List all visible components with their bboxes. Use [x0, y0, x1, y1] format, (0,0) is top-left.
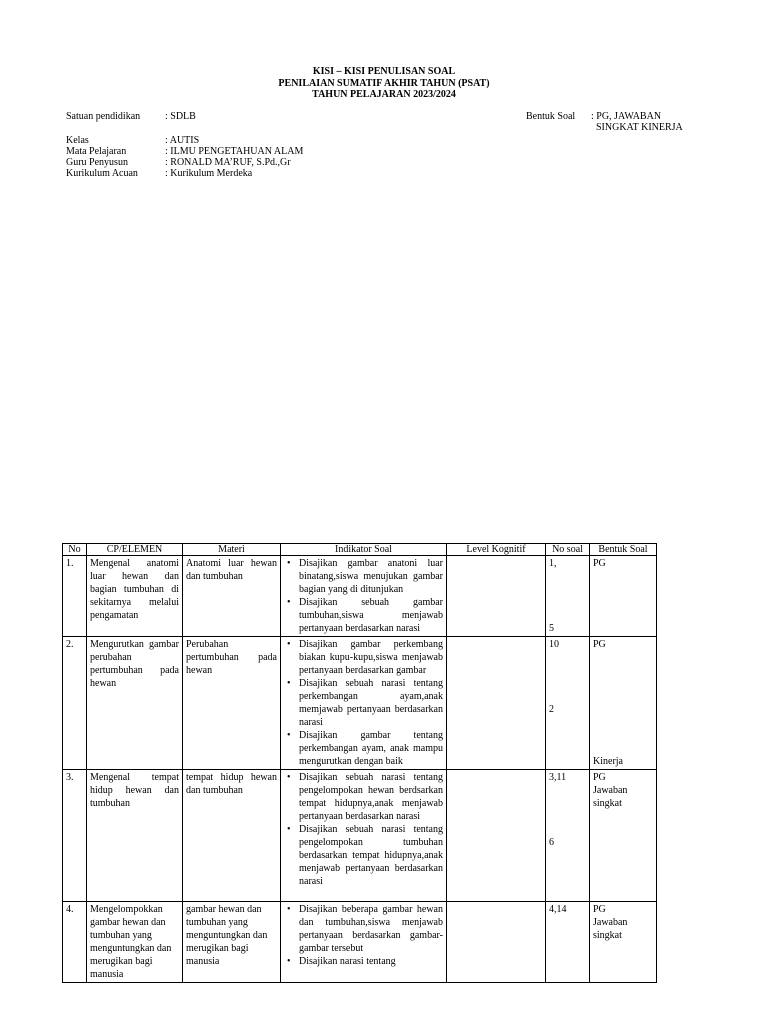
cell-no: 1.	[63, 556, 87, 637]
indikator-item: • Disajikan gambar perkembang biakan kupu-kupu,siswa menjawab pertanyaan berdasarkan gambar	[299, 638, 443, 677]
no-soal-text: 3,11 6	[549, 772, 567, 848]
no-soal-text: 1, 5	[549, 558, 557, 634]
no-soal-text: 4,14	[549, 904, 567, 915]
info-label-kelas: Kelas	[66, 135, 89, 146]
cell-indikator	[281, 770, 447, 902]
cell-no-soal	[546, 637, 590, 770]
cell-bentuk	[590, 902, 657, 983]
info-block	[66, 135, 303, 179]
indikator-item: • Disajikan narasi tentang	[299, 955, 443, 968]
table-row	[63, 556, 657, 637]
header-indikator: Indikator Soal	[281, 544, 447, 556]
cell-no: 3.	[63, 770, 87, 902]
info-label-bentuk: Bentuk Soal	[526, 111, 576, 122]
info-value-guru: : RONALD MA’RUF, S.Pd.,Gr	[165, 157, 291, 168]
indikator-list	[284, 557, 443, 635]
indikator-item: • Disajikan sebuah narasi tentang perkembangan ayam,anak memjawab pertanyaan berdasarkan narasi	[299, 677, 443, 729]
info-label-mapel: Mata Pelajaran	[66, 146, 127, 157]
document-title	[0, 66, 768, 101]
cell-bentuk	[590, 770, 657, 902]
info-value-bentuk	[591, 111, 691, 133]
info-label-guru: Guru Penyusun	[66, 157, 128, 168]
header-level-kognitif: Level Kognitif	[447, 544, 546, 556]
cell-no-soal	[546, 902, 590, 983]
info-bentuk-soal	[526, 111, 691, 133]
info-row-satuan	[66, 111, 196, 122]
info-value-kelas: : AUTIS	[165, 135, 200, 146]
header-cp-elemen: CP/ELEMEN	[87, 544, 183, 556]
cell-indikator	[281, 556, 447, 637]
info-label-kurikulum: Kurikulum Acuan	[66, 168, 138, 179]
indikator-list	[284, 638, 443, 768]
indikator-item: • Disajikan beberapa gambar hewan dan tumbuhan,siswa menjawab pertanyaan berdasarkan gambar-gambar tersebut	[299, 903, 443, 955]
bentuk-text: PG Jawaban singkat	[593, 772, 628, 809]
header-no-soal: No soal	[546, 544, 590, 556]
header-materi: Materi	[183, 544, 281, 556]
info-row-mapel	[66, 146, 303, 157]
table-row	[63, 637, 657, 770]
header-bentuk-soal: Bentuk Soal	[590, 544, 657, 556]
no-soal-text: 10 2	[549, 639, 559, 715]
cell-materi: Perubahan pertumbuhan pada hewan	[183, 637, 281, 770]
cell-cp: Mengenal tempat hidup hewan dan tumbuhan	[87, 770, 183, 902]
table-row	[63, 902, 657, 983]
cell-level	[447, 556, 546, 637]
cell-materi: gambar hewan dan tumbuhan yang menguntungkan dan merugikan bagi manusia	[183, 902, 281, 983]
cell-materi: Anatomi luar hewan dan tumbuhan	[183, 556, 281, 637]
indikator-item: • Disajikan sebuah narasi tentang pengelompokan hewan berdsarkan tempat hidupnya,anak menjawab pertanyaan berdasarkan narasi	[299, 771, 443, 823]
cell-materi: tempat hidup hewan dan tumbuhan	[183, 770, 281, 902]
bentuk-text: PG Jawaban singkat	[593, 904, 628, 941]
title-line-3: TAHUN PELAJARAN 2023/2024	[312, 89, 456, 100]
cell-indikator	[281, 902, 447, 983]
cell-no: 4.	[63, 902, 87, 983]
cell-bentuk	[590, 556, 657, 637]
info-value-satuan: : SDLB	[165, 111, 196, 122]
bentuk-text: PG	[593, 558, 606, 569]
header-no: No	[63, 544, 87, 556]
cell-bentuk	[590, 637, 657, 770]
info-block-top	[66, 111, 196, 122]
cell-cp: Mengenal anatomi luar hewan dan bagian tumbuhan di sekitarnya melalui pengamatan	[87, 556, 183, 637]
title-line-1: KISI – KISI PENULISAN SOAL	[312, 66, 456, 77]
cell-no-soal	[546, 556, 590, 637]
info-row-kelas	[66, 135, 303, 146]
title-line-2: PENILAIAN SUMATIF AKHIR TAHUN (PSAT)	[278, 77, 490, 89]
bentuk-text: PG Kinerja	[593, 639, 623, 767]
cell-cp: Mengurutkan gambar perubahan pertumbuhan pada hewan	[87, 637, 183, 770]
info-value-bentuk-line-1: : PG, JAWABAN	[591, 111, 662, 122]
info-row-guru	[66, 157, 303, 168]
cell-level	[447, 770, 546, 902]
cell-level	[447, 637, 546, 770]
cell-level	[447, 902, 546, 983]
indikator-list	[284, 903, 443, 968]
table-row	[63, 770, 657, 902]
indikator-list	[284, 771, 443, 888]
cell-indikator	[281, 637, 447, 770]
table-header-row	[63, 544, 657, 556]
cell-no: 2.	[63, 637, 87, 770]
cell-cp: Mengelompokkan gambar hewan dan tumbuhan yang menguntungkan dan merugikan bagi manusia	[87, 902, 183, 983]
indikator-item: • Disajikan gambar anatoni luar binatang,siswa menujukan gambar bagian yang di ditunjukan	[299, 557, 443, 596]
info-value-kurikulum: : Kurikulum Merdeka	[165, 168, 253, 179]
info-row-kurikulum	[66, 168, 303, 179]
info-label-satuan: Satuan pendidikan	[66, 111, 141, 122]
info-value-mapel: : ILMU PENGETAHUAN ALAM	[165, 146, 304, 157]
info-value-bentuk-line-2: SINGKAT KINERJA	[596, 122, 683, 133]
cell-no-soal	[546, 770, 590, 902]
kisi-table	[62, 543, 657, 983]
indikator-item: • Disajikan gambar tentang perkembangan ayam, anak mampu mengurutkan dengan baik	[299, 729, 443, 768]
indikator-item: • Disajikan sebuah gambar tumbuhan,siswa menjawab pertanyaan berdasarkan narasi	[299, 596, 443, 635]
indikator-item: • Disajikan sebuah narasi tentang pengelompokan tumbuhan berdasarkan tempat hidupnya,anak menjawab pertanyaan berdasarkan narasi	[299, 823, 443, 888]
